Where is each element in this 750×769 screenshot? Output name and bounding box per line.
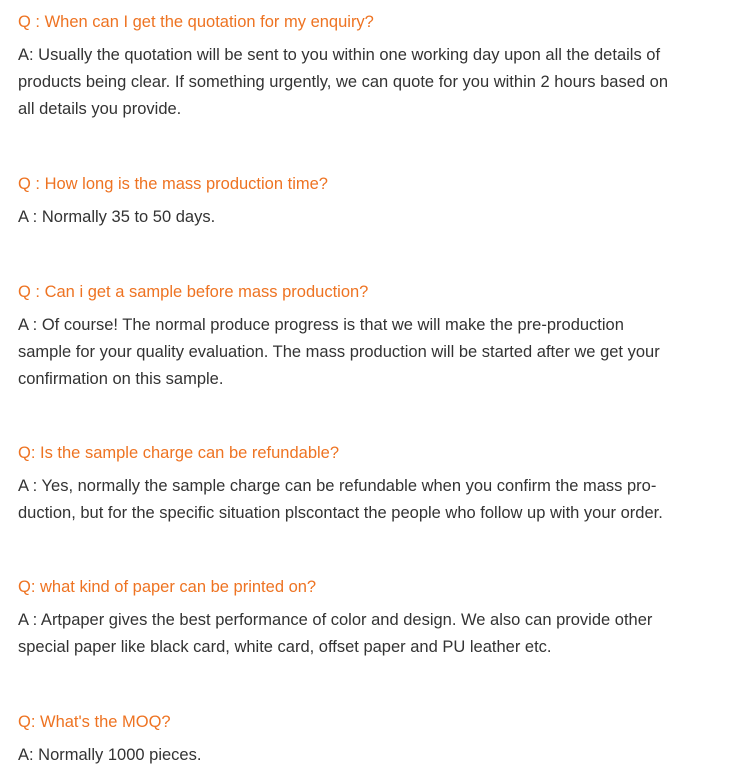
faq-answer: [18, 42, 734, 123]
faq-question: Q : Can i get a sample before mass production?: [18, 283, 369, 301]
faq-item: [18, 574, 734, 661]
faq-item: [18, 709, 734, 769]
answer-line: A: Normally 1000 pieces.: [18, 746, 202, 764]
faq-answer: [18, 742, 734, 769]
faq-question: Q : When can I get the quotation for my enquiry?: [18, 13, 374, 31]
faq-item: [18, 9, 734, 123]
answer-line: A : Of course! The normal produce progress is that we will make the pre-production: [18, 316, 624, 334]
faq-question: Q: What's the MOQ?: [18, 713, 171, 731]
faq-item: [18, 440, 734, 527]
answer-line: confirmation on this sample.: [18, 370, 224, 388]
faq-answer: [18, 607, 734, 661]
answer-line: sample for your quality evaluation. The mass production will be started after we get your: [18, 343, 660, 361]
faq-question: Q: Is the sample charge can be refundable?: [18, 444, 340, 462]
answer-line: special paper like black card, white card, offset paper and PU leather etc.: [18, 638, 552, 656]
faq-list: [18, 9, 734, 769]
faq-item: [18, 279, 734, 393]
answer-line: products being clear. If something urgently, we can quote for you within 2 hours based on: [18, 73, 669, 91]
answer-line: A: Usually the quotation will be sent to you within one working day upon all the details of: [18, 46, 661, 64]
answer-line: all details you provide.: [18, 100, 182, 118]
answer-line: A : Artpaper gives the best performance of color and design. We also can provide other: [18, 611, 653, 629]
answer-line: duction, but for the specific situation plscontact the people who follow up with your order.: [18, 504, 663, 522]
faq-question: Q : How long is the mass production time?: [18, 175, 328, 193]
faq-question: Q: what kind of paper can be printed on?: [18, 578, 317, 596]
faq-answer: [18, 204, 734, 231]
answer-line: A : Yes, normally the sample charge can be refundable when you confirm the mass pro-: [18, 477, 657, 495]
faq-answer: [18, 312, 734, 393]
faq-item: [18, 171, 734, 231]
faq-answer: [18, 473, 734, 527]
answer-line: A : Normally 35 to 50 days.: [18, 208, 216, 226]
